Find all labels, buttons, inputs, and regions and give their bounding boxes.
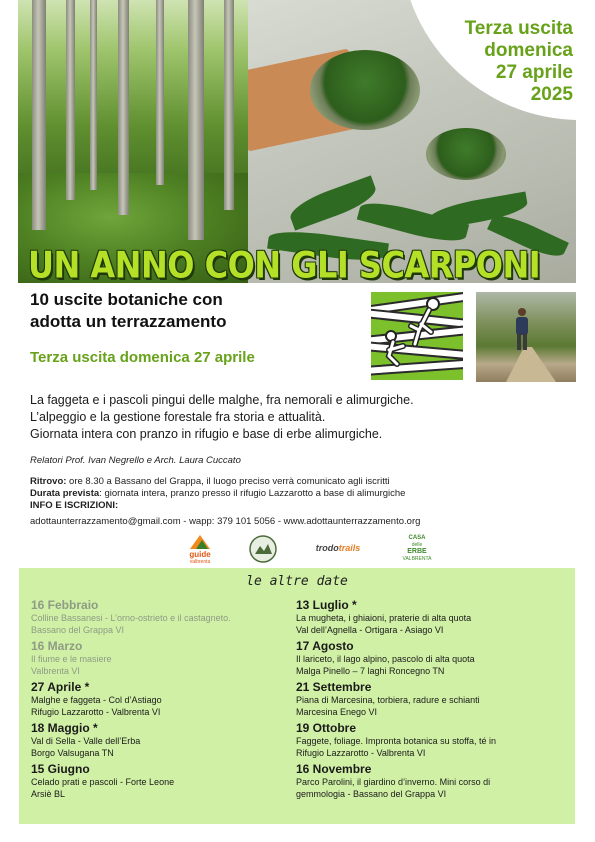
date-entry: 15 Giugno Celado prati e pascoli - Forte Leone Arsiè BL (31, 762, 175, 799)
climbers-icon (371, 292, 463, 380)
mountain-icon (190, 535, 210, 549)
date-entry: 13 Luglio * La mugheta, i ghiaioni, praterie di alta quota Val dell’Agnella - Ortigara - Asiago VI (296, 598, 472, 635)
subtitle: 10 uscite botaniche con adotta un terrazzamento (30, 290, 227, 331)
speakers: Relatori Prof. Ivan Negrello e Arch. Laura Cuccato (30, 455, 241, 466)
poster-title: UN ANNO CON GLI SCARPONI (28, 243, 541, 287)
date-entry: 19 Ottobre Faggete, foliage. Impronta botanica su stoffa, té in Rifugio Lazzarotto - Valbrenta VI (296, 721, 496, 758)
outing-date-heading: Terza uscita domenica 27 aprile 2025 (464, 18, 573, 105)
other-dates-title: le altre date (246, 574, 348, 589)
date-entry: 27 Aprile * Malghe e faggeta - Col d’Astiago Rifugio Lazzarotto - Valbrenta VI (31, 680, 162, 717)
other-dates-panel (19, 568, 575, 824)
hiker-photo (476, 292, 576, 382)
partner-logos (180, 535, 460, 565)
third-outing-label: Terza uscita domenica 27 aprile (30, 349, 255, 366)
seal-logo (248, 535, 278, 565)
trodo-trails-logo: trodotrails (315, 543, 361, 553)
description: La faggeta e i pascoli pingui delle malghe, fra nemorali e alimurgiche. L’alpeggio e la gestione forestale fra storia e attualità. Giornata intera con pranzo in rifugio e base di erbe alimurgiche. (30, 393, 414, 441)
date-entry: 18 Maggio * Val di Sella - Valle dell’Erba Borgo Valsugana TN (31, 721, 141, 758)
date-entry: 17 Agosto Il lariceto, il lago alpino, pascolo di alta quota Malga Pinello – 7 laghi Roncegno TN (296, 639, 475, 676)
date-entry: 16 Novembre Parco Parolini, il giardino d’inverno. Mini corso di gemmologia - Bassano del Grappa VI (296, 762, 491, 799)
date-entry: 16 Febbraio Colline Bassanesi - L’orno-ostrieto e il castagneto. Bassano del Grappa VI (31, 598, 231, 635)
contacts[interactable]: adottaunterrazzamento@gmail.com - wapp: 379 101 5056 - www.adottaunterrazzamento.org (30, 516, 421, 527)
date-entry: 21 Settembre Piana di Marcesina, torbiera, radure e schianti Marcesina Enego VI (296, 680, 480, 717)
forest-photo (18, 0, 248, 283)
dates-column-right (296, 598, 566, 803)
terraces-logo (371, 292, 463, 380)
date-entry: 16 Marzo Il fiume e le masiere Valbrenta VI (31, 639, 112, 676)
guide-valbrenta-logo: guide valbrenta (180, 535, 220, 565)
casa-delle-erbe-logo: CASA delle ERBE VALBRENTA (402, 535, 432, 562)
dates-column-left (31, 598, 293, 803)
info-block: Ritrovo: ore 8.30 a Bassano del Grappa, il luogo preciso verrà comunicato agli iscritti Durata prevista: giornata intera, pranzo presso il rifugio Lazzarotto a base di alimurgiche INFO E ISCRIZIONI: adottaunterrazzamento@gmail.com - wapp: 379 101 5056 - www.adottaunterrazzamento.org (30, 476, 421, 527)
